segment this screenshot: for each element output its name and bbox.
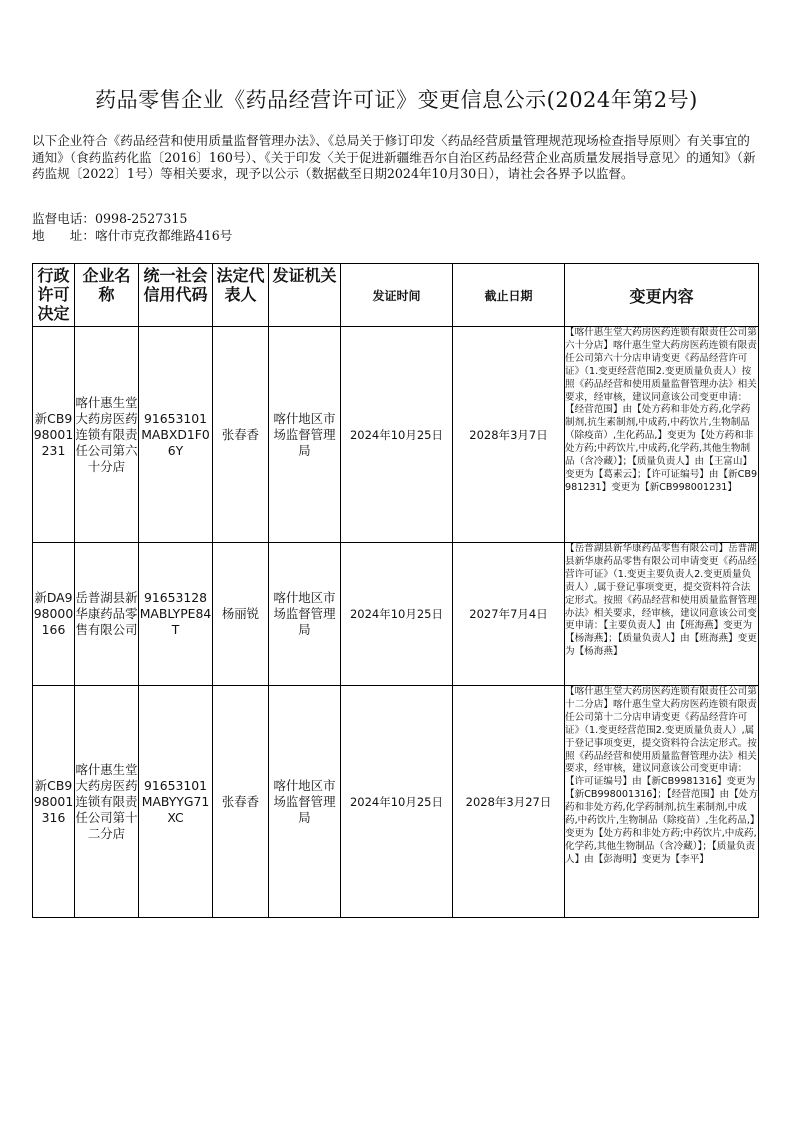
row-company-name: 岳普湖县新华康药品零售有限公司 bbox=[75, 543, 139, 686]
row-issue-date: 2024年10月25日 bbox=[341, 543, 453, 686]
table-row bbox=[33, 686, 759, 918]
header-credit-code: 统一社会信用代码 bbox=[139, 264, 213, 327]
row-expiry-date: 2028年3月27日 bbox=[453, 686, 565, 918]
table-header-row bbox=[33, 264, 759, 327]
row-change-content: 【喀什惠生堂大药房医药连锁有限责任公司第十二分店】喀什惠生堂大药房医药连锁有限责任公司第十二分店申请变更《药品经营许可证》（1.变更经营范围2.变更质量负责人）,属于登记事项变更，提交资料符合法定形式。按照《药品经营和使用质量监督管理办法》相关要求，经审核，建议同意该公司变更申请：【许可证编号】由【新CB9981316】变更为【新CB998001316】；【经营范围】由【处方药和非处方药,化学药制剂,抗生素制剂,中成药,中药饮片,生物制品（除疫苗）,生化药品,】变更为【处方药和非处方药;中药饮片,中成药,化学药,其他生物制品（含冷藏）】；【质量负责人】由【彭海明】变更为【李平】 bbox=[565, 686, 759, 918]
office-address: 地 址：喀什市克孜都维路416号 bbox=[32, 228, 233, 243]
header-decision: 行政许可决定 bbox=[33, 264, 75, 327]
row-legal-rep: 张春香 bbox=[213, 686, 269, 918]
row-issuing-authority: 喀什地区市场监督管理局 bbox=[269, 686, 341, 918]
row-company-name: 喀什惠生堂大药房医药连锁有限责任公司第六十分店 bbox=[75, 327, 139, 543]
row-credit-code: 91653101MABXD1F06Y bbox=[139, 327, 213, 543]
supervision-phone: 监督电话：0998-2527315 bbox=[32, 211, 188, 226]
row-issue-date: 2024年10月25日 bbox=[341, 686, 453, 918]
row-issue-date: 2024年10月25日 bbox=[341, 327, 453, 543]
row-change-content: 【喀什惠生堂大药房医药连锁有限责任公司第六十分店】喀什惠生堂大药房医药连锁有限责任公司第六十分店申请变更《药品经营许可证》（1.变更经营范围2.变更质量负责人）按照《药品经营和使用质量监督管理办法》相关要求，经审核，建议同意该公司变更申请：【经营范围】由【处方药和非处方药,化学药制剂,抗生素制剂,中成药,中药饮片,生物制品（除疫苗）,生化药品,】变更为【处方药和非处方药;中药饮片,中成药,化学药,其他生物制品（含冷藏）】；【质量负责人】由【王富山】变更为【葛素云】；【许可证编号】由【新CB9981231】变更为【新CB998001231】 bbox=[565, 327, 759, 543]
row-expiry-date: 2028年3月7日 bbox=[453, 327, 565, 543]
header-issue-date: 发证时间 bbox=[341, 264, 453, 327]
header-issuing-authority: 发证机关 bbox=[269, 264, 341, 327]
row-credit-code: 91653128MABLYPE84T bbox=[139, 543, 213, 686]
row-legal-rep: 张春香 bbox=[213, 327, 269, 543]
row-decision: 新CB998001231 bbox=[33, 327, 75, 543]
row-company-name: 喀什惠生堂大药房医药连锁有限责任公司第十二分店 bbox=[75, 686, 139, 918]
table-row bbox=[33, 543, 759, 686]
row-expiry-date: 2027年7月4日 bbox=[453, 543, 565, 686]
intro-paragraph bbox=[32, 133, 762, 183]
change-info-table bbox=[32, 263, 759, 918]
header-expiry-date: 截止日期 bbox=[453, 264, 565, 327]
header-company-name: 企业名称 bbox=[75, 264, 139, 327]
row-decision: 新CB998001316 bbox=[33, 686, 75, 918]
page-title: 药品零售企业《药品经营许可证》变更信息公示(2024年第2号) bbox=[95, 88, 698, 112]
header-legal-rep: 法定代表人 bbox=[213, 264, 269, 327]
row-decision: 新DA998000166 bbox=[33, 543, 75, 686]
row-change-content: 【岳普湖县新华康药品零售有限公司】岳普湖县新华康药品零售有限公司申请变更《药品经营许可证》（1.变更主要负责人2.变更质量负责人）,属于登记事项变更，提交资料符合法定形式。按照《药品经营和使用质量监督管理办法》相关要求，经审核，建议同意该公司变更申请：【主要负责人】由【班海燕】变更为【杨海燕】；【质量负责人】由【班海燕】变更为【杨海燕】 bbox=[565, 543, 759, 686]
row-credit-code: 91653101MABYYG71XC bbox=[139, 686, 213, 918]
row-issuing-authority: 喀什地区市场监督管理局 bbox=[269, 543, 341, 686]
row-issuing-authority: 喀什地区市场监督管理局 bbox=[269, 327, 341, 543]
header-change-content: 变更内容 bbox=[565, 264, 759, 327]
row-legal-rep: 杨丽锐 bbox=[213, 543, 269, 686]
table-row bbox=[33, 327, 759, 543]
intro-text: 以下企业符合《药品经营和使用质量监督管理办法》、《总局关于修订印发〈药品经营质量管理规范现场检查指导原则〉有关事宜的通知》（食药监药化监〔2016〕160号）、《关于印发〈关于促进新疆维吾尔自治区药品经营企业高质量发展指导意见〉的通知》（新药监规〔2022〕1号）等相关要求，现予以公示（数据截至日期2024年10月30日），请社会各界予以监督。 bbox=[32, 133, 756, 181]
